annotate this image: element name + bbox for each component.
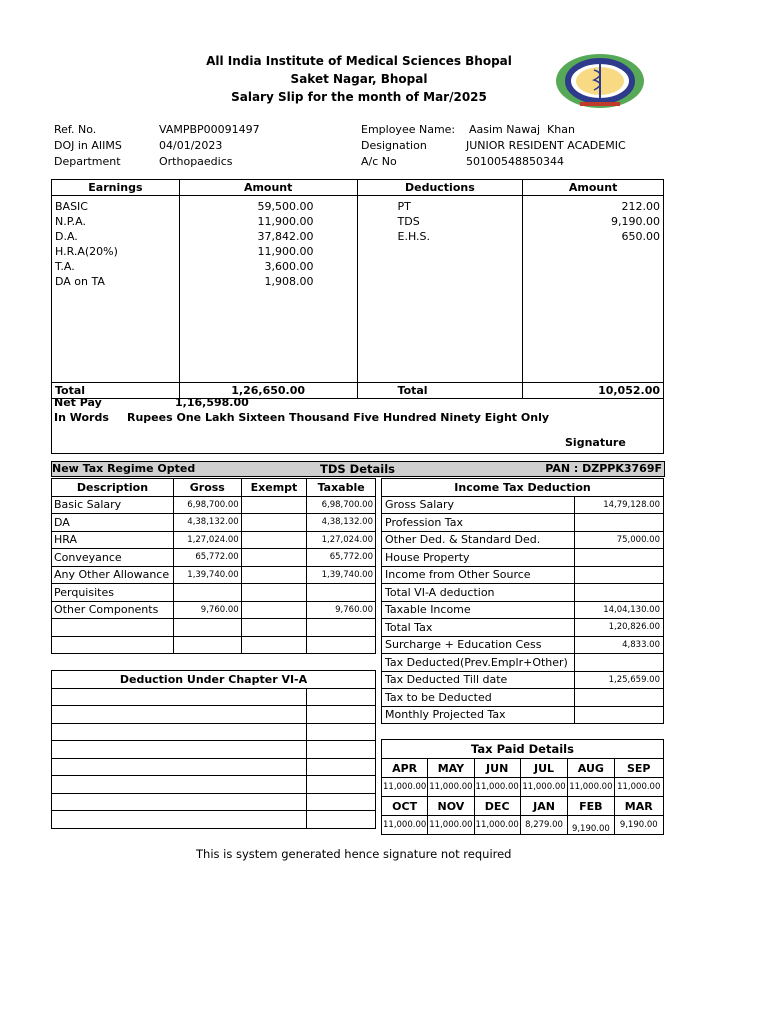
it-label: Total VI-A deduction	[382, 584, 575, 602]
exempt-cell	[241, 549, 307, 567]
designation-label: Designation	[361, 139, 427, 152]
table-row	[52, 619, 376, 637]
tds-band	[51, 461, 665, 477]
tax-paid-table	[381, 739, 664, 835]
deduction-item: E.H.S.	[397, 230, 431, 243]
it-value: 4,833.00	[574, 636, 663, 654]
gross-header: Gross	[173, 479, 241, 497]
deductions-header: Deductions	[357, 180, 523, 196]
it-value: 14,79,128.00	[574, 496, 663, 514]
exempt-cell	[241, 636, 307, 654]
desc-cell	[52, 619, 174, 637]
it-label: Taxable Income	[382, 601, 575, 619]
desc-header: Description	[52, 479, 174, 497]
deduction-item: TDS	[397, 215, 420, 228]
it-label: Gross Salary	[382, 496, 575, 514]
it-label: Tax Deducted(Prev.Emplr+Other)	[382, 654, 575, 672]
ref-no-value: VAMPBP00091497	[159, 123, 260, 136]
exempt-cell	[241, 531, 307, 549]
table-row	[382, 601, 664, 619]
tds-details-title: TDS Details	[320, 462, 396, 476]
earnings-deductions-table	[51, 179, 664, 399]
institute-address: Saket Nagar, Bhopal	[290, 72, 428, 86]
table-row	[382, 654, 664, 672]
net-pay-label: Net Pay	[54, 396, 102, 409]
table-row	[52, 566, 376, 584]
earning-amount: 1,908.00	[264, 275, 314, 288]
gross-cell: 1,27,024.00	[173, 531, 241, 549]
account-label: A/c No	[361, 155, 397, 168]
it-label: House Property	[382, 549, 575, 567]
gross-cell: 1,39,740.00	[173, 566, 241, 584]
table-row	[382, 531, 664, 549]
chapter-via-title: Deduction Under Chapter VI-A	[52, 671, 376, 689]
earning-item: N.P.A.	[55, 215, 86, 228]
table-row	[52, 741, 376, 759]
taxable-cell	[307, 619, 376, 637]
desc-cell: HRA	[52, 531, 174, 549]
month-label: AUG	[568, 759, 614, 778]
table-row	[52, 584, 376, 602]
month-value: 11,000.00	[474, 778, 520, 797]
department-label: Department	[54, 155, 121, 168]
it-label: Total Tax	[382, 619, 575, 637]
deduction-amount: 9,190.00	[611, 215, 660, 228]
department-value: Orthopaedics	[159, 155, 233, 168]
taxable-cell: 1,27,024.00	[307, 531, 376, 549]
desc-cell: DA	[52, 514, 174, 532]
month-value: 8,279.00	[520, 816, 567, 835]
it-value	[574, 706, 663, 724]
month-value: 9,190.00	[568, 816, 614, 835]
month-label: MAR	[614, 797, 664, 816]
it-label: Other Ded. & Standard Ded.	[382, 531, 575, 549]
desc-cell: Perquisites	[52, 584, 174, 602]
table-row	[382, 706, 664, 724]
month-label: DEC	[474, 797, 520, 816]
taxable-cell: 1,39,740.00	[307, 566, 376, 584]
gross-cell	[173, 619, 241, 637]
month-value: 9,190.00	[614, 816, 664, 835]
gross-cell: 6,98,700.00	[173, 496, 241, 514]
doj-value: 04/01/2023	[159, 139, 223, 152]
employee-name-label: Employee Name:	[361, 123, 456, 136]
it-value	[574, 514, 663, 532]
taxable-cell	[307, 584, 376, 602]
desc-cell: Basic Salary	[52, 496, 174, 514]
total-earnings-value: 1,26,650.00	[179, 383, 357, 399]
month-label: APR	[382, 759, 428, 778]
deduction-item: PT	[397, 200, 411, 213]
gross-cell	[173, 584, 241, 602]
table-row	[382, 636, 664, 654]
desc-cell: Any Other Allowance	[52, 566, 174, 584]
net-pay-value: 1,16,598.00	[175, 396, 249, 409]
it-label: Surcharge + Education Cess	[382, 636, 575, 654]
it-value	[574, 654, 663, 672]
exempt-cell	[241, 584, 307, 602]
table-row	[52, 811, 376, 829]
month-label: JUN	[474, 759, 520, 778]
desc-cell	[52, 636, 174, 654]
earning-item: D.A.	[55, 230, 78, 243]
it-label: Tax to be Deducted	[382, 689, 575, 707]
table-row	[52, 636, 376, 654]
table-row	[52, 793, 376, 811]
earning-item: BASIC	[55, 200, 88, 213]
taxable-cell	[307, 636, 376, 654]
table-row	[382, 566, 664, 584]
exempt-header: Exempt	[241, 479, 307, 497]
income-tax-title: Income Tax Deduction	[382, 479, 664, 497]
exempt-cell	[241, 619, 307, 637]
it-label: Monthly Projected Tax	[382, 706, 575, 724]
total-earnings-label: Total	[52, 383, 180, 399]
earning-item: DA on TA	[55, 275, 105, 288]
month-value: 11,000.00	[614, 778, 664, 797]
pan-label: PAN : DZPPK3769F	[545, 462, 662, 475]
tds-description-table	[51, 478, 376, 654]
table-row	[52, 496, 376, 514]
employee-info-left	[54, 122, 260, 170]
table-row	[52, 706, 376, 724]
in-words-value: Rupees One Lakh Sixteen Thousand Five Hundred Ninety Eight Only	[127, 411, 550, 424]
month-label: SEP	[614, 759, 664, 778]
it-value	[574, 584, 663, 602]
table-row	[382, 584, 664, 602]
earning-item: H.R.A(20%)	[55, 245, 118, 258]
month-value: 11,000.00	[568, 778, 614, 797]
desc-cell: Conveyance	[52, 549, 174, 567]
slip-header	[150, 52, 568, 106]
table-row	[52, 601, 376, 619]
deductions-amount-header: Amount	[523, 180, 664, 196]
it-label: Tax Deducted Till date	[382, 671, 575, 689]
it-value: 75,000.00	[574, 531, 663, 549]
table-row	[52, 549, 376, 567]
chapter-via-table	[51, 670, 376, 829]
month-value: 11,000.00	[520, 778, 567, 797]
month-value: 11,000.00	[428, 778, 474, 797]
table-row	[52, 514, 376, 532]
earning-amount: 3,600.00	[264, 260, 314, 273]
it-value: 14,04,130.00	[574, 601, 663, 619]
earning-amount: 11,900.00	[257, 245, 314, 258]
it-value	[574, 689, 663, 707]
in-words-label: In Words	[54, 411, 109, 424]
table-row	[382, 549, 664, 567]
month-value: 11,000.00	[382, 778, 428, 797]
total-deductions-label: Total	[357, 383, 523, 399]
earnings-list	[52, 196, 180, 383]
it-value	[574, 549, 663, 567]
earnings-amount-header: Amount	[179, 180, 357, 196]
table-row	[52, 758, 376, 776]
signature-label: Signature	[565, 436, 626, 449]
month-label: MAY	[428, 759, 474, 778]
taxable-cell: 9,760.00	[307, 601, 376, 619]
gross-cell: 9,760.00	[173, 601, 241, 619]
tax-regime-label: New Tax Regime Opted	[52, 462, 196, 475]
table-row	[382, 496, 664, 514]
month-value: 11,000.00	[428, 816, 474, 835]
slip-title: Salary Slip for the month of Mar/2025	[231, 90, 487, 104]
month-label: JUL	[520, 759, 567, 778]
earning-amount: 37,842.00	[257, 230, 314, 243]
earning-amount: 11,900.00	[257, 215, 314, 228]
taxable-cell: 4,38,132.00	[307, 514, 376, 532]
month-label: JAN	[520, 797, 567, 816]
doj-label: DOJ in AIIMS	[54, 139, 122, 152]
deduction-amount: 650.00	[621, 230, 660, 243]
table-row	[52, 688, 376, 706]
taxable-cell: 6,98,700.00	[307, 496, 376, 514]
it-value: 1,25,659.00	[574, 671, 663, 689]
month-label: NOV	[428, 797, 474, 816]
taxable-cell: 65,772.00	[307, 549, 376, 567]
aiims-emblem-icon	[540, 52, 660, 110]
exempt-cell	[241, 601, 307, 619]
account-value: 50100548850344	[466, 155, 564, 168]
deduction-amount: 212.00	[621, 200, 660, 213]
it-label: Profession Tax	[382, 514, 575, 532]
it-label: Income from Other Source	[382, 566, 575, 584]
table-row	[52, 723, 376, 741]
table-row	[52, 531, 376, 549]
month-label: OCT	[382, 797, 428, 816]
exempt-cell	[241, 496, 307, 514]
gross-cell: 4,38,132.00	[173, 514, 241, 532]
taxable-header: Taxable	[307, 479, 376, 497]
designation-value: JUNIOR RESIDENT ACADEMIC	[466, 139, 626, 152]
earnings-amounts	[179, 196, 357, 383]
desc-cell: Other Components	[52, 601, 174, 619]
earnings-header: Earnings	[52, 180, 180, 196]
earning-item: T.A.	[55, 260, 75, 273]
earning-amount: 59,500.00	[257, 200, 314, 213]
deductions-amounts	[523, 196, 664, 383]
exempt-cell	[241, 514, 307, 532]
footer-note: This is system generated hence signature not required	[196, 847, 512, 861]
ref-no-label: Ref. No.	[54, 123, 97, 136]
exempt-cell	[241, 566, 307, 584]
table-row	[382, 619, 664, 637]
table-row	[52, 776, 376, 794]
month-label: FEB	[568, 797, 614, 816]
tax-paid-title: Tax Paid Details	[382, 740, 664, 759]
net-pay-box	[51, 396, 664, 454]
gross-cell	[173, 636, 241, 654]
employee-name-value: Aasim Nawaj Khan	[469, 123, 575, 136]
table-row	[382, 514, 664, 532]
institute-name: All India Institute of Medical Sciences Bhopal	[206, 54, 512, 68]
month-value: 11,000.00	[474, 816, 520, 835]
gross-cell: 65,772.00	[173, 549, 241, 567]
employee-info-right	[361, 122, 626, 170]
income-tax-table	[381, 478, 664, 724]
month-value: 11,000.00	[382, 816, 428, 835]
it-value: 1,20,826.00	[574, 619, 663, 637]
table-row	[382, 671, 664, 689]
total-deductions-value: 10,052.00	[523, 383, 664, 399]
deductions-list	[357, 196, 523, 383]
it-value	[574, 566, 663, 584]
table-row	[382, 689, 664, 707]
